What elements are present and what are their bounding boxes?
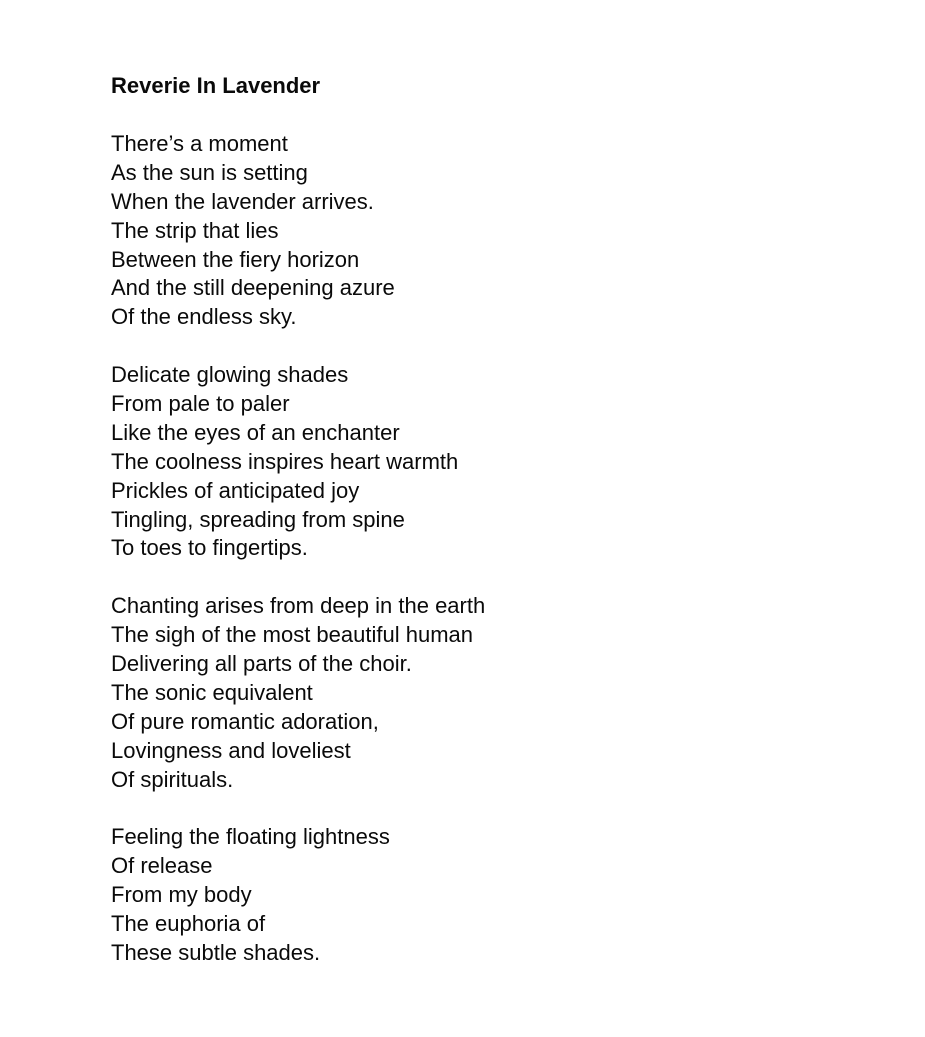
stanza-3 — [111, 592, 871, 794]
poem — [111, 72, 871, 968]
poem-line: Feeling the floating lightness — [111, 824, 390, 850]
poem-line: Of pure romantic adoration, — [111, 708, 379, 734]
poem-line: Like the eyes of an enchanter — [111, 419, 400, 445]
poem-line: Lovingness and loveliest — [111, 737, 351, 763]
poem-line: There’s a moment — [111, 131, 288, 156]
poem-line: The strip that lies — [111, 217, 279, 243]
stanza-1 — [111, 130, 871, 332]
stanza-2 — [111, 361, 871, 563]
poem-line: These subtle shades. — [111, 939, 321, 965]
poem-title: Reverie In Lavender — [111, 73, 321, 98]
poem-line: From my body — [111, 882, 252, 908]
poem-line: Tingling, spreading from spine — [111, 506, 405, 532]
poem-line: Between the fiery horizon — [111, 246, 360, 272]
poem-line: The euphoria of — [111, 911, 266, 937]
poem-line: Delivering all parts of the choir. — [111, 651, 412, 677]
poem-line: From pale to paler — [111, 391, 290, 417]
stanza-4 — [111, 823, 871, 967]
poem-line: Of release — [111, 853, 213, 879]
poem-line: Delicate glowing shades — [111, 362, 349, 388]
poem-line: Of the endless sky. — [111, 304, 297, 330]
poem-line: As the sun is setting — [111, 159, 308, 185]
poem-line: Chanting arises from deep in the earth — [111, 593, 486, 619]
poem-line: The sonic equivalent — [111, 679, 313, 705]
poem-line: Of spirituals. — [111, 766, 234, 792]
poem-line: When the lavender arrives. — [111, 188, 374, 214]
poem-line: The coolness inspires heart warmth — [111, 448, 459, 474]
poem-line: To toes to fingertips. — [111, 535, 308, 561]
poem-line: Prickles of anticipated joy — [111, 477, 360, 503]
poem-line: And the still deepening azure — [111, 275, 395, 301]
poem-line: The sigh of the most beautiful human — [111, 622, 473, 648]
